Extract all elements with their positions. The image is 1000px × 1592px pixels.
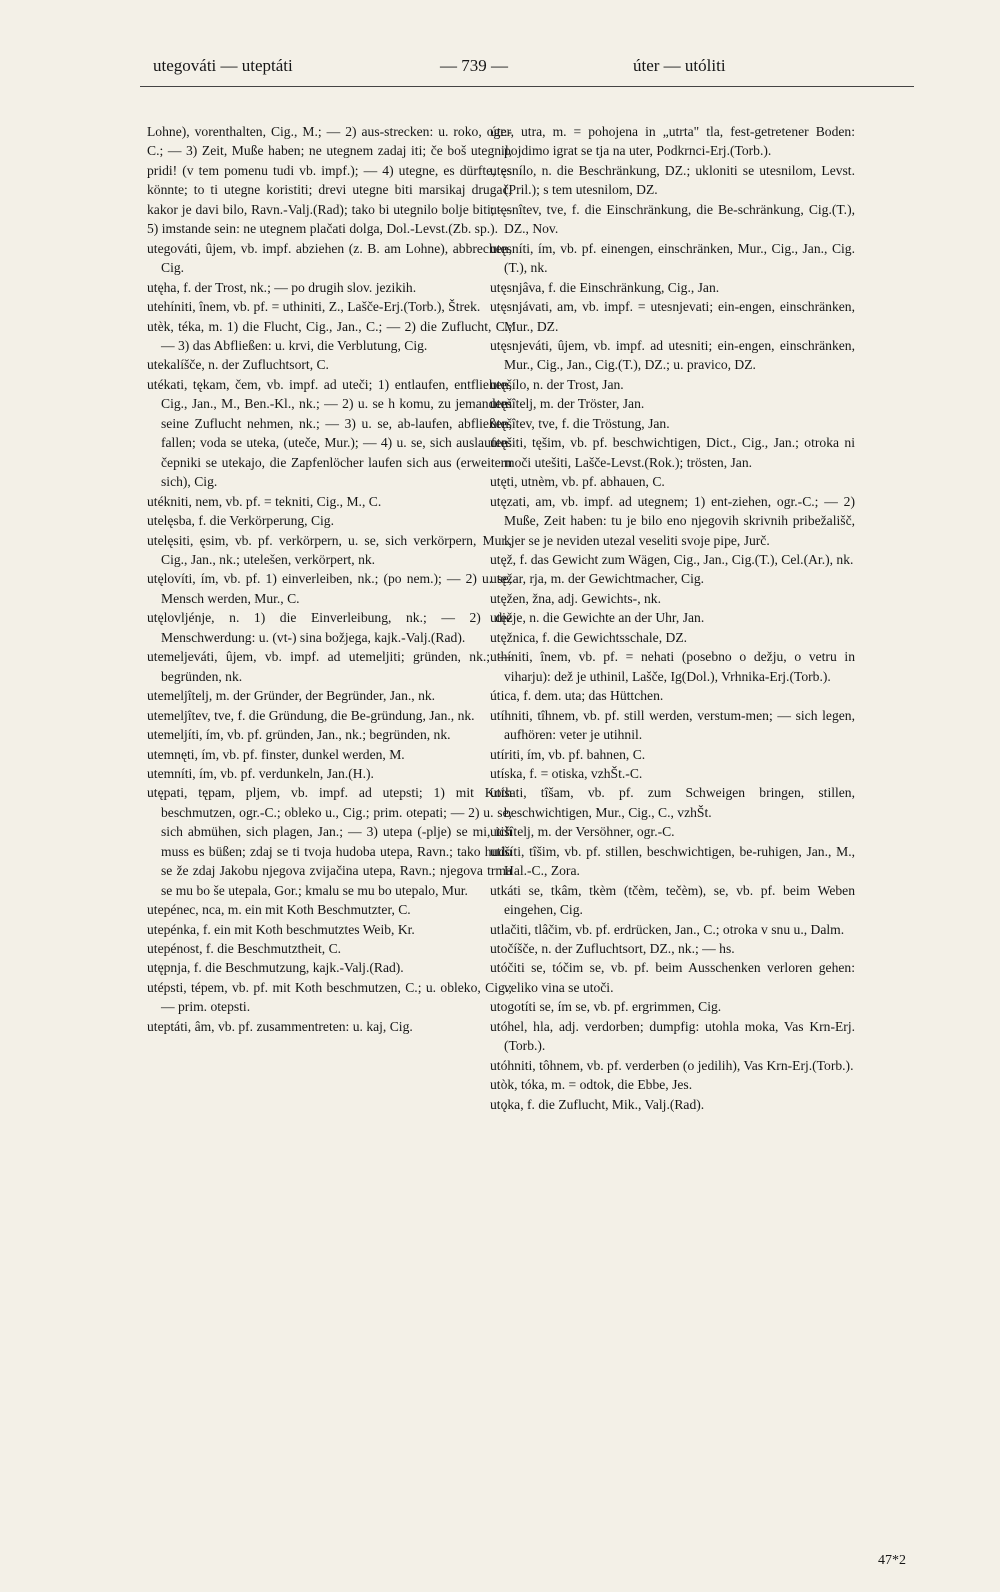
dictionary-entry: úter, utra, m. = pohojena in „utrta" tla, fest-getretener Boden: pojdimo igrat se tja na uter, Podkrnci-Erj.(Torb.).: [490, 124, 855, 159]
dictionary-entry: utęsnîtev, tve, f. die Einschränkung, die Be-schränkung, Cig.(T.), DZ., Nov.: [490, 201, 855, 237]
dictionary-entry: uteptáti, âm, vb. pf. zusammentreten: u. kaj, Cig.: [147, 1018, 413, 1034]
dictionary-entry: utepénec, nca, m. ein mit Koth Beschmutzter, C.: [147, 902, 411, 918]
dictionary-entry: utékati, tękam, čem, vb. impf. ad uteči; 1) entlaufen, entfliehen, Cig., Jan., M., Ben.-Kl., nk.; — 2) u. se h komu, zu jemandem seine Zuflucht nehmen, nk.; — 3) u. se, ab-laufen, abfließen, fallen; voda se uteka, (uteče, Mur.); — 4) u. se, sich auslaufen: čepniki se utekajo, die Zapfenlöcher laufen sich aus (erweitern sich), Cig.: [147, 376, 512, 490]
dictionary-entry: Lohne), vorenthalten, Cig., M.; — 2) aus-strecken: u. roko, ogr.-C.; — 3) Zeit, Muße haben; ne utegnem zadaj iti; če boš utegnil, pridi! (v tem pomenu tudi vb. impf.); — 4) utegne, es dürfte, es könnte; to ti utegne koristiti; drevi utegne biti marsikaj drugač, kakor je davi bilo, Ravn.-Valj.(Rad); tako bi utegnilo bolje biti; — 5) imstande sein: ne utegnem plačati dolga, Dol.-Levst.(Zb. sp.).: [147, 124, 512, 237]
dictionary-entry: utęzati, am, vb. impf. ad utegnem; 1) ent-ziehen, ogr.-C.; — 2) Muße, Zeit haben: tu je bilo eno njegovih skrivnih pribežališč, kjer se je neviden utezal veseliti svoje pipe, Jurč.: [490, 493, 855, 548]
dictionary-entry: utísati, tîšam, vb. pf. zum Schweigen bringen, stillen, beschwichtigen, Mur., Cig., C., vzhŠt.: [490, 785, 855, 820]
dictionary-entry: utišíti, tîšim, vb. pf. stillen, beschwichtigen, be-ruhigen, Jan., M., Hal.-C., Zora.: [490, 843, 855, 879]
dictionary-entry: utočíšče, n. der Zufluchtsort, DZ., nk.; — hs.: [490, 941, 735, 957]
dictionary-entry: utkáti se, tkâm, tkèm (tčèm, tečèm), se, vb. pf. beim Weben eingehen, Cig.: [490, 882, 855, 918]
dictionary-entry: utęti, utnèm, vb. pf. abhauen, C.: [490, 474, 665, 490]
dictionary-entry: utęžar, rja, m. der Gewichtmacher, Cig.: [490, 571, 705, 587]
dictionary-entry: utǫka, f. die Zuflucht, Mik., Valj.(Rad).: [490, 1096, 705, 1112]
dictionary-entry: utelęsiti, ęsim, vb. pf. verkörpern, u. se, sich verkörpern, Mur., Cig., Jan., nk.; utelešen, verkörpert, nk.: [147, 532, 512, 567]
signature-mark: 47*2: [878, 1553, 906, 1568]
dictionary-entry: utęsníti, ím, vb. pf. einengen, einschränken, Mur., Cig., Jan., Cig.(T.), nk.: [490, 240, 855, 276]
header-rule: [140, 86, 914, 87]
dictionary-entry: utęha, f. der Trost, nk.; — po drugih slov. jezikih.: [147, 279, 417, 295]
dictionary-entry: utęšîtev, tve, f. die Tröstung, Jan.: [490, 415, 670, 431]
dictionary-entry: utíriti, ím, vb. pf. bahnen, C.: [490, 746, 646, 762]
dictionary-entry: utęžen, žna, adj. Gewichts-, nk.: [490, 590, 661, 606]
dictionary-entry: utęžnica, f. die Gewichtsschale, DZ.: [490, 629, 688, 645]
dictionary-entry: utępnja, f. die Beschmutzung, kajk.-Valj.(Rad).: [147, 960, 404, 976]
dictionary-entry: utlačiti, tlâčim, vb. pf. erdrücken, Jan., C.; otroka v snu u., Dalm.: [490, 921, 845, 937]
dictionary-entry: utehíniti, înem, vb. pf. = uthiniti, Z., Lašče-Erj.(Torb.), Štrek.: [147, 299, 481, 315]
dictionary-entry: utęšílo, n. der Trost, Jan.: [490, 376, 624, 392]
dictionary-entry: utęsnjâva, f. die Einschränkung, Cig., Jan.: [490, 279, 720, 295]
dictionary-entry: utekalíšče, n. der Zufluchtsort, C.: [147, 357, 329, 373]
dictionary-entry: utemeljîtev, tve, f. die Gründung, die Be-gründung, Jan., nk.: [147, 707, 475, 723]
dictionary-entry: utemeljíti, ím, vb. pf. gründen, Jan., nk.; begründen, nk.: [147, 727, 451, 743]
left-column: [147, 122, 512, 1036]
dictionary-entry: utepénost, f. die Beschmutztheit, C.: [147, 941, 342, 957]
dictionary-entry: utemníti, ím, vb. pf. verdunkeln, Jan.(H.).: [147, 765, 374, 781]
header-right-guide-words: úter — utóliti: [633, 56, 726, 75]
dictionary-entry: utęžje, n. die Gewichte an der Uhr, Jan.: [490, 610, 705, 626]
dictionary-entry: utíhniti, tîhnem, vb. pf. still werden, verstum-men; — sich legen, aufhören: veter je utihnil.: [490, 707, 855, 743]
dictionary-entry: utęsnjávati, am, vb. impf. = utesnjevati; ein-engen, einschränken, Mur., DZ.: [490, 299, 855, 334]
running-header: [0, 56, 1000, 86]
dictionary-entry: utęsnílo, n. die Beschränkung, DZ.; ukloniti se utesnilom, Levst.(Pril.); s tem utesnilom, DZ.: [490, 162, 855, 198]
dictionary-entry: utęšiti, tęšim, vb. pf. beschwichtigen, Dict., Cig., Jan.; otroka ni moči utešiti, Lašče-Levst.(Rok.); trösten, Jan.: [490, 435, 855, 470]
dictionary-entry: utępati, tępam, pljem, vb. impf. ad utepsti; 1) mit Koth beschmutzen, ogr.-C.; obleko u., Cig.; prim. otepati; — 2) u. se, sich abmühen, sich plagen, Jan.; — 3) utepa (-plje) se mi, ich muss es büßen; zdaj se ti tvoja hudoba utepa, Ravn.; tako hudo se že zdaj Jakobu njegova zvijačina utepa, Ravn.; njegova trma se mu bo še utepala, Gor.; kmalu se mu bo utepalo, Mur.: [147, 785, 512, 898]
dictionary-entry: utęsnjeváti, ûjem, vb. impf. ad utesniti; ein-engen, einschränken, Mur., Cig., Jan., Cig.(T.), DZ.; u. pravico, DZ.: [490, 337, 855, 373]
dictionary-entry: utékniti, nem, vb. pf. = tekniti, Cig., M., C.: [147, 493, 382, 509]
dictionary-entry: utemeljîtelj, m. der Gründer, der Begründer, Jan., nk.: [147, 688, 436, 704]
dictionary-entry: utíska, f. = otiska, vzhŠt.-C.: [490, 765, 643, 781]
dictionary-entry: utišîtelj, m. der Versöhner, ogr.-C.: [490, 824, 675, 840]
dictionary-entry: utęlovíti, ím, vb. pf. 1) einverleiben, nk.; (po nem.); — 2) u. se, Mensch werden, Mur., C.: [147, 571, 512, 606]
right-column: [490, 122, 855, 1114]
dictionary-entry: utegováti, ûjem, vb. impf. abziehen (z. B. am Lohne), abbrechen, Cig.: [147, 240, 512, 276]
dictionary-entry: utóhel, hla, adj. verdorben; dumpfig: utohla moka, Vas Krn-Erj.(Torb.).: [490, 1018, 855, 1054]
dictionary-entry: utòk, tóka, m. = odtok, die Ebbe, Jes.: [490, 1077, 693, 1093]
dictionary-entry: utóčiti se, tóčim se, vb. pf. beim Ausschenken verloren gehen: veliko vina se utoči.: [490, 960, 855, 995]
dictionary-entry: utęž, f. das Gewicht zum Wägen, Cig., Jan., Cig.(T.), Cel.(Ar.), nk.: [490, 551, 854, 567]
dictionary-entry: utépsti, tépem, vb. pf. mit Koth beschmutzen, C.; u. obleko, Cig.; — prim. otepsti.: [147, 979, 512, 1015]
dictionary-entry: utepénka, f. ein mit Koth beschmutztes Weib, Kr.: [147, 921, 415, 937]
dictionary-entry: uthíniti, înem, vb. pf. = nehati (posebno o dežju, o vetru in viharju): dež je uthinil, Lašče, Ig(Dol.), Vrhnika-Erj.(Torb.).: [490, 649, 855, 684]
dictionary-entry: utęšîtelj, m. der Tröster, Jan.: [490, 396, 645, 412]
page-number: — 739 —: [440, 56, 508, 75]
dictionary-entry: utèk, téka, m. 1) die Flucht, Cig., Jan., C.; — 2) die Zuflucht, C.; — 3) das Abfließen: u. krvi, die Verblutung, Cig.: [147, 318, 512, 353]
dictionary-entry: utęlovljénje, n. 1) die Einverleibung, nk.; — 2) die Menschwerdung: u. (vt-) sina božjega, kajk.-Valj.(Rad).: [147, 610, 512, 645]
dictionary-entry: utogotíti se, ím se, vb. pf. ergrimmen, Cig.: [490, 999, 722, 1015]
dictionary-entry: utemeljeváti, ûjem, vb. impf. ad utemeljiti; gründen, nk.; — begründen, nk.: [147, 649, 512, 684]
dictionary-entry: utelęsba, f. die Verkörperung, Cig.: [147, 513, 334, 529]
header-left-guide-words: utegováti — uteptáti: [153, 56, 293, 75]
dictionary-entry: útica, f. dem. uta; das Hüttchen.: [490, 688, 664, 704]
dictionary-entry: utemnęti, ím, vb. pf. finster, dunkel werden, M.: [147, 746, 405, 762]
dictionary-entry: utóhniti, tôhnem, vb. pf. verderben (o jedilih), Vas Krn-Erj.(Torb.).: [490, 1057, 854, 1073]
